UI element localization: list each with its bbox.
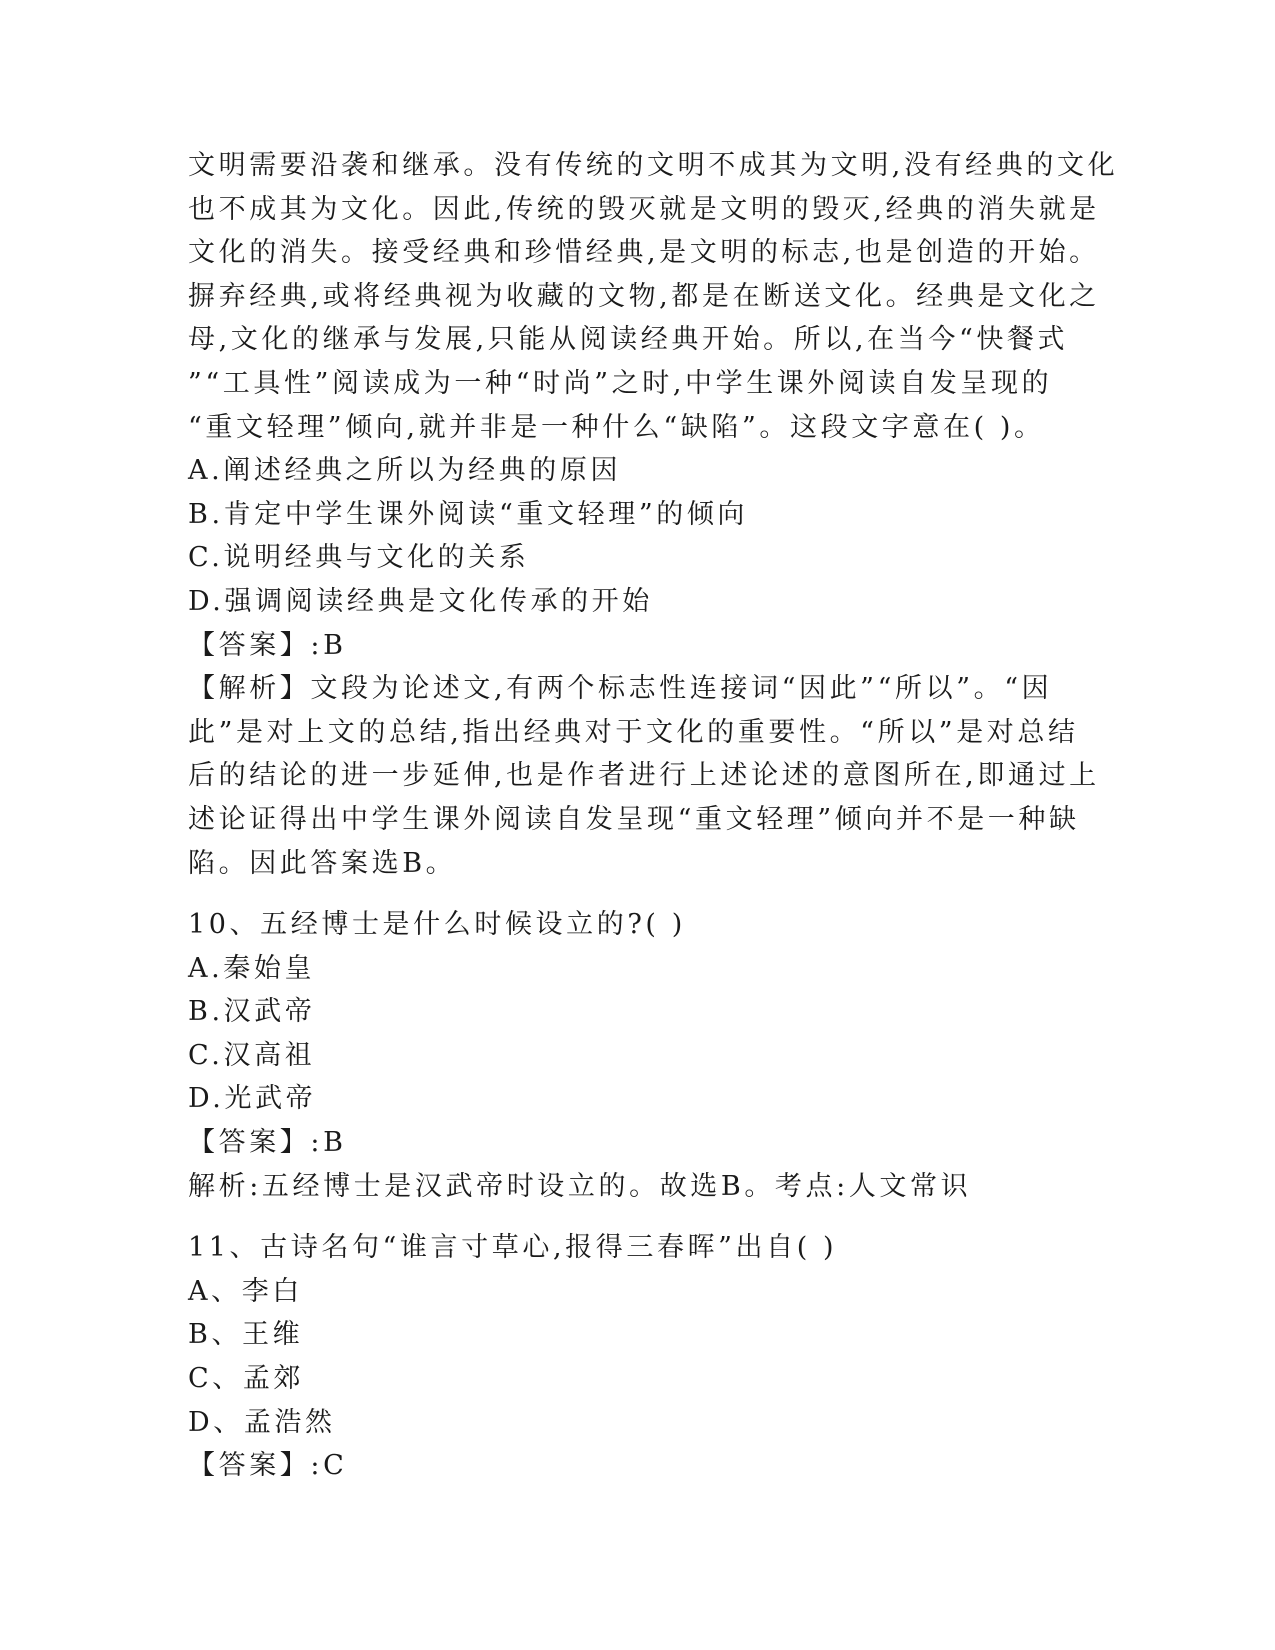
question-10 (188, 903, 1088, 1208)
passage-line: 摒弃经典,或将经典视为收藏的文物,都是在断送文化。经典是文化之 (188, 280, 1100, 312)
passage-line: 文明需要沿袭和继承。没有传统的文明不成其为文明,没有经典的文化 (188, 150, 1119, 181)
passage-line: “重文轻理”倾向,就并非是一种什么“缺陷”。这段文字意在( )。 (188, 411, 1045, 443)
passage-line: 文化的消失。接受经典和珍惜经典,是文明的标志,也是创造的开始。 (188, 237, 1100, 269)
option-b: B.汉武帝 (188, 996, 316, 1028)
option-a: A.秦始皇 (188, 952, 316, 984)
option-a: A、李白 (188, 1275, 303, 1307)
option-b: B.肯定中学生课外阅读“重文轻理”的倾向 (188, 498, 749, 530)
section-gap (188, 1208, 1088, 1226)
analysis-line: 后的结论的进一步延伸,也是作者进行上述论述的意图所在,即通过上 (188, 760, 1100, 792)
question-11 (188, 1226, 1088, 1488)
passage-line: ”“工具性”阅读成为一种“时尚”之时,中学生课外阅读自发呈现的 (188, 367, 1053, 399)
option-d: D、孟浩然 (188, 1406, 336, 1438)
section-gap (188, 885, 1088, 903)
q9-answer: 【答案】:B (188, 629, 347, 661)
q10-analysis: 解析:五经博士是汉武帝时设立的。故选B。考点:人文常识 (188, 1170, 972, 1202)
passage-line: 母,文化的继承与发展,只能从阅读经典开始。所以,在当今“快餐式 (188, 324, 1069, 356)
option-c: C、孟郊 (188, 1363, 305, 1395)
q9-options (188, 449, 1088, 623)
reading-passage (188, 144, 1119, 449)
analysis-line: 此”是对上文的总结,指出经典对于文化的重要性。“所以”是对总结 (188, 716, 1079, 748)
option-b: B、王维 (188, 1319, 304, 1351)
q10-question: 10、五经博士是什么时候设立的?( ) (188, 909, 686, 941)
q9-analysis (188, 667, 1100, 885)
option-d: D.光武帝 (188, 1083, 317, 1115)
analysis-line: 【解析】文段为论述文,有两个标志性连接词“因此”“所以”。“因 (188, 673, 1053, 705)
option-a: A.阐述经典之所以为经典的原因 (188, 455, 622, 487)
analysis-line: 述论证得出中学生课外阅读自发呈现“重文轻理”倾向并不是一种缺 (188, 803, 1080, 835)
analysis-line: 陷。因此答案选B。 (188, 847, 457, 879)
document-page (188, 144, 1119, 1488)
passage-line: 也不成其为文化。因此,传统的毁灭就是文明的毁灭,经典的消失就是 (188, 193, 1100, 225)
option-d: D.强调阅读经典是文化传承的开始 (188, 585, 653, 617)
option-c: C.说明经典与文化的关系 (188, 542, 530, 574)
q11-answer: 【答案】:C (188, 1450, 348, 1482)
q11-question: 11、古诗名句“谁言寸草心,报得三春晖”出自( ) (188, 1232, 838, 1264)
q10-answer: 【答案】:B (188, 1127, 347, 1159)
option-c: C.汉高祖 (188, 1039, 316, 1071)
